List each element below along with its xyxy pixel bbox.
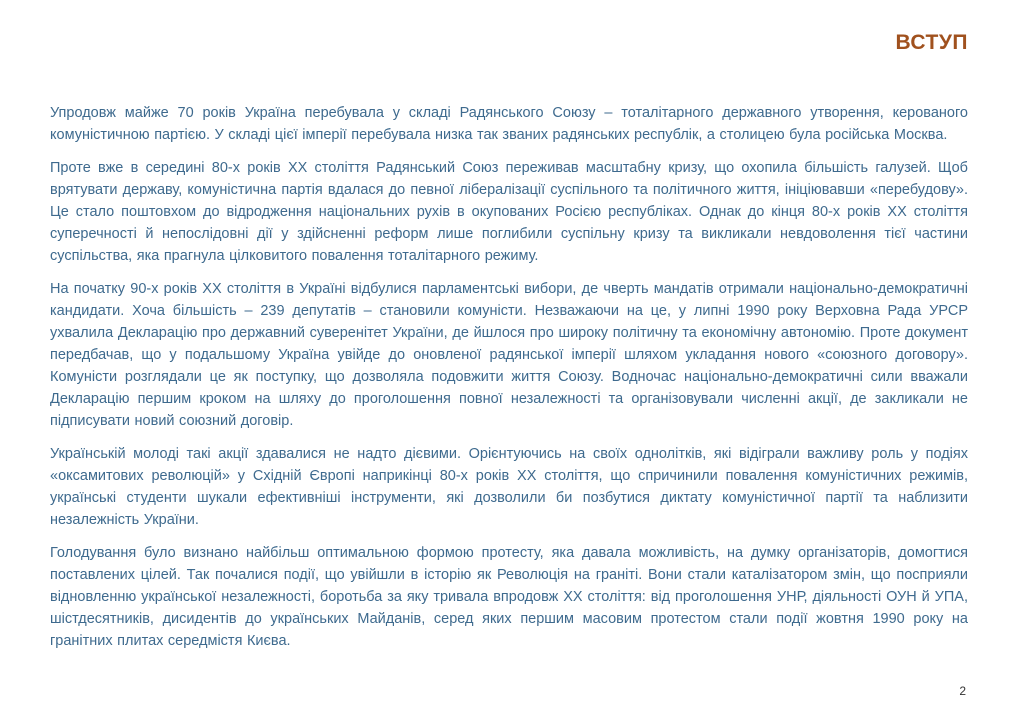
paragraph-1: Упродовж майже 70 років Україна перебувала у складі Радянського Союзу – тоталітарного державного утворення, керованого комуністичною партією. У складі цієї імперії перебувала низка так званих радянських республік, а столицею була російська Москва. [50, 105, 968, 143]
paragraph-3: На початку 90-х років ХХ століття в Україні відбулися парламентські вибори, де чверть мандатів отримали національно-демократичні кандидати. Хоча більшість – 239 депутатів – становили комуністи. Незважаючи на це, у липні 1990 року Верховна Рада УРСР ухвалила Декларацію про державний суверенітет України, де йшлося про широку політичну та економічну автономію. Проте документ передбачав, що у подальшому Україна увійде до оновленої радянської імперії шляхом укладання нового «союзного договору». Комуністи розглядали це як поступку, що дозволяла подовжити життя Союзу. Водночас національно-демократичні сили вважали Декларацію першим кроком на шляху до проголошення повної незалежності та організовували численні акції, де закликали не підписувати новий союзний договір. [50, 281, 968, 429]
paragraph-5: Голодування було визнано найбільш оптимальною формою протесту, яка давала можливість, на думку організаторів, домогтися поставлених цілей. Так почалися події, що увійшли в історію як Революція на граніті. Вони стали каталізатором змін, що посприяли відновленню української незалежності, боротьба за яку тривала впродовж ХХ століття: від проголошення УНР, діяльності ОУН й УПА, шістдесятників, дисидентів до українських Майданів, серед яких першим масовим протестом стали події жовтня 1990 року на гранітних плитах середмістя Києва. [50, 545, 968, 649]
paragraph-4: Українській молоді такі акції здавалися не надто дієвими. Орієнтуючись на своїх однолітків, які відіграли важливу роль у подіях «оксамитових революцій» у Східній Європі наприкінці 80-х років ХХ століття, що спричинили повалення комуністичних режимів, українські студенти шукали ефективніші інструменти, які дозволили би позбутися диктату комуністичної партії та наблизити незалежність України. [50, 446, 968, 528]
page-title: ВСТУП [895, 31, 968, 54]
header [50, 30, 968, 56]
paragraph-2: Проте вже в середині 80-х років ХХ століття Радянський Союз переживав масштабну кризу, що охопила більшість галузей. Щоб врятувати державу, комуністична партія вдалася до певної лібералізації суспільного та політичного життя, ініціювавши «перебудову». Це стало поштовхом до відродження національних рухів в окупованих Росією республіках. Однак до кінця 80-х років ХХ століття суперечності й непослідовні дії у здійсненні реформ лише поглибили суспільну кризу та викликали невдоволення тієї частини суспільства, яка прагнула цілковитого повалення тоталітарного режиму. [50, 160, 968, 264]
page-number: 2 [959, 684, 966, 698]
body-text [50, 102, 968, 652]
